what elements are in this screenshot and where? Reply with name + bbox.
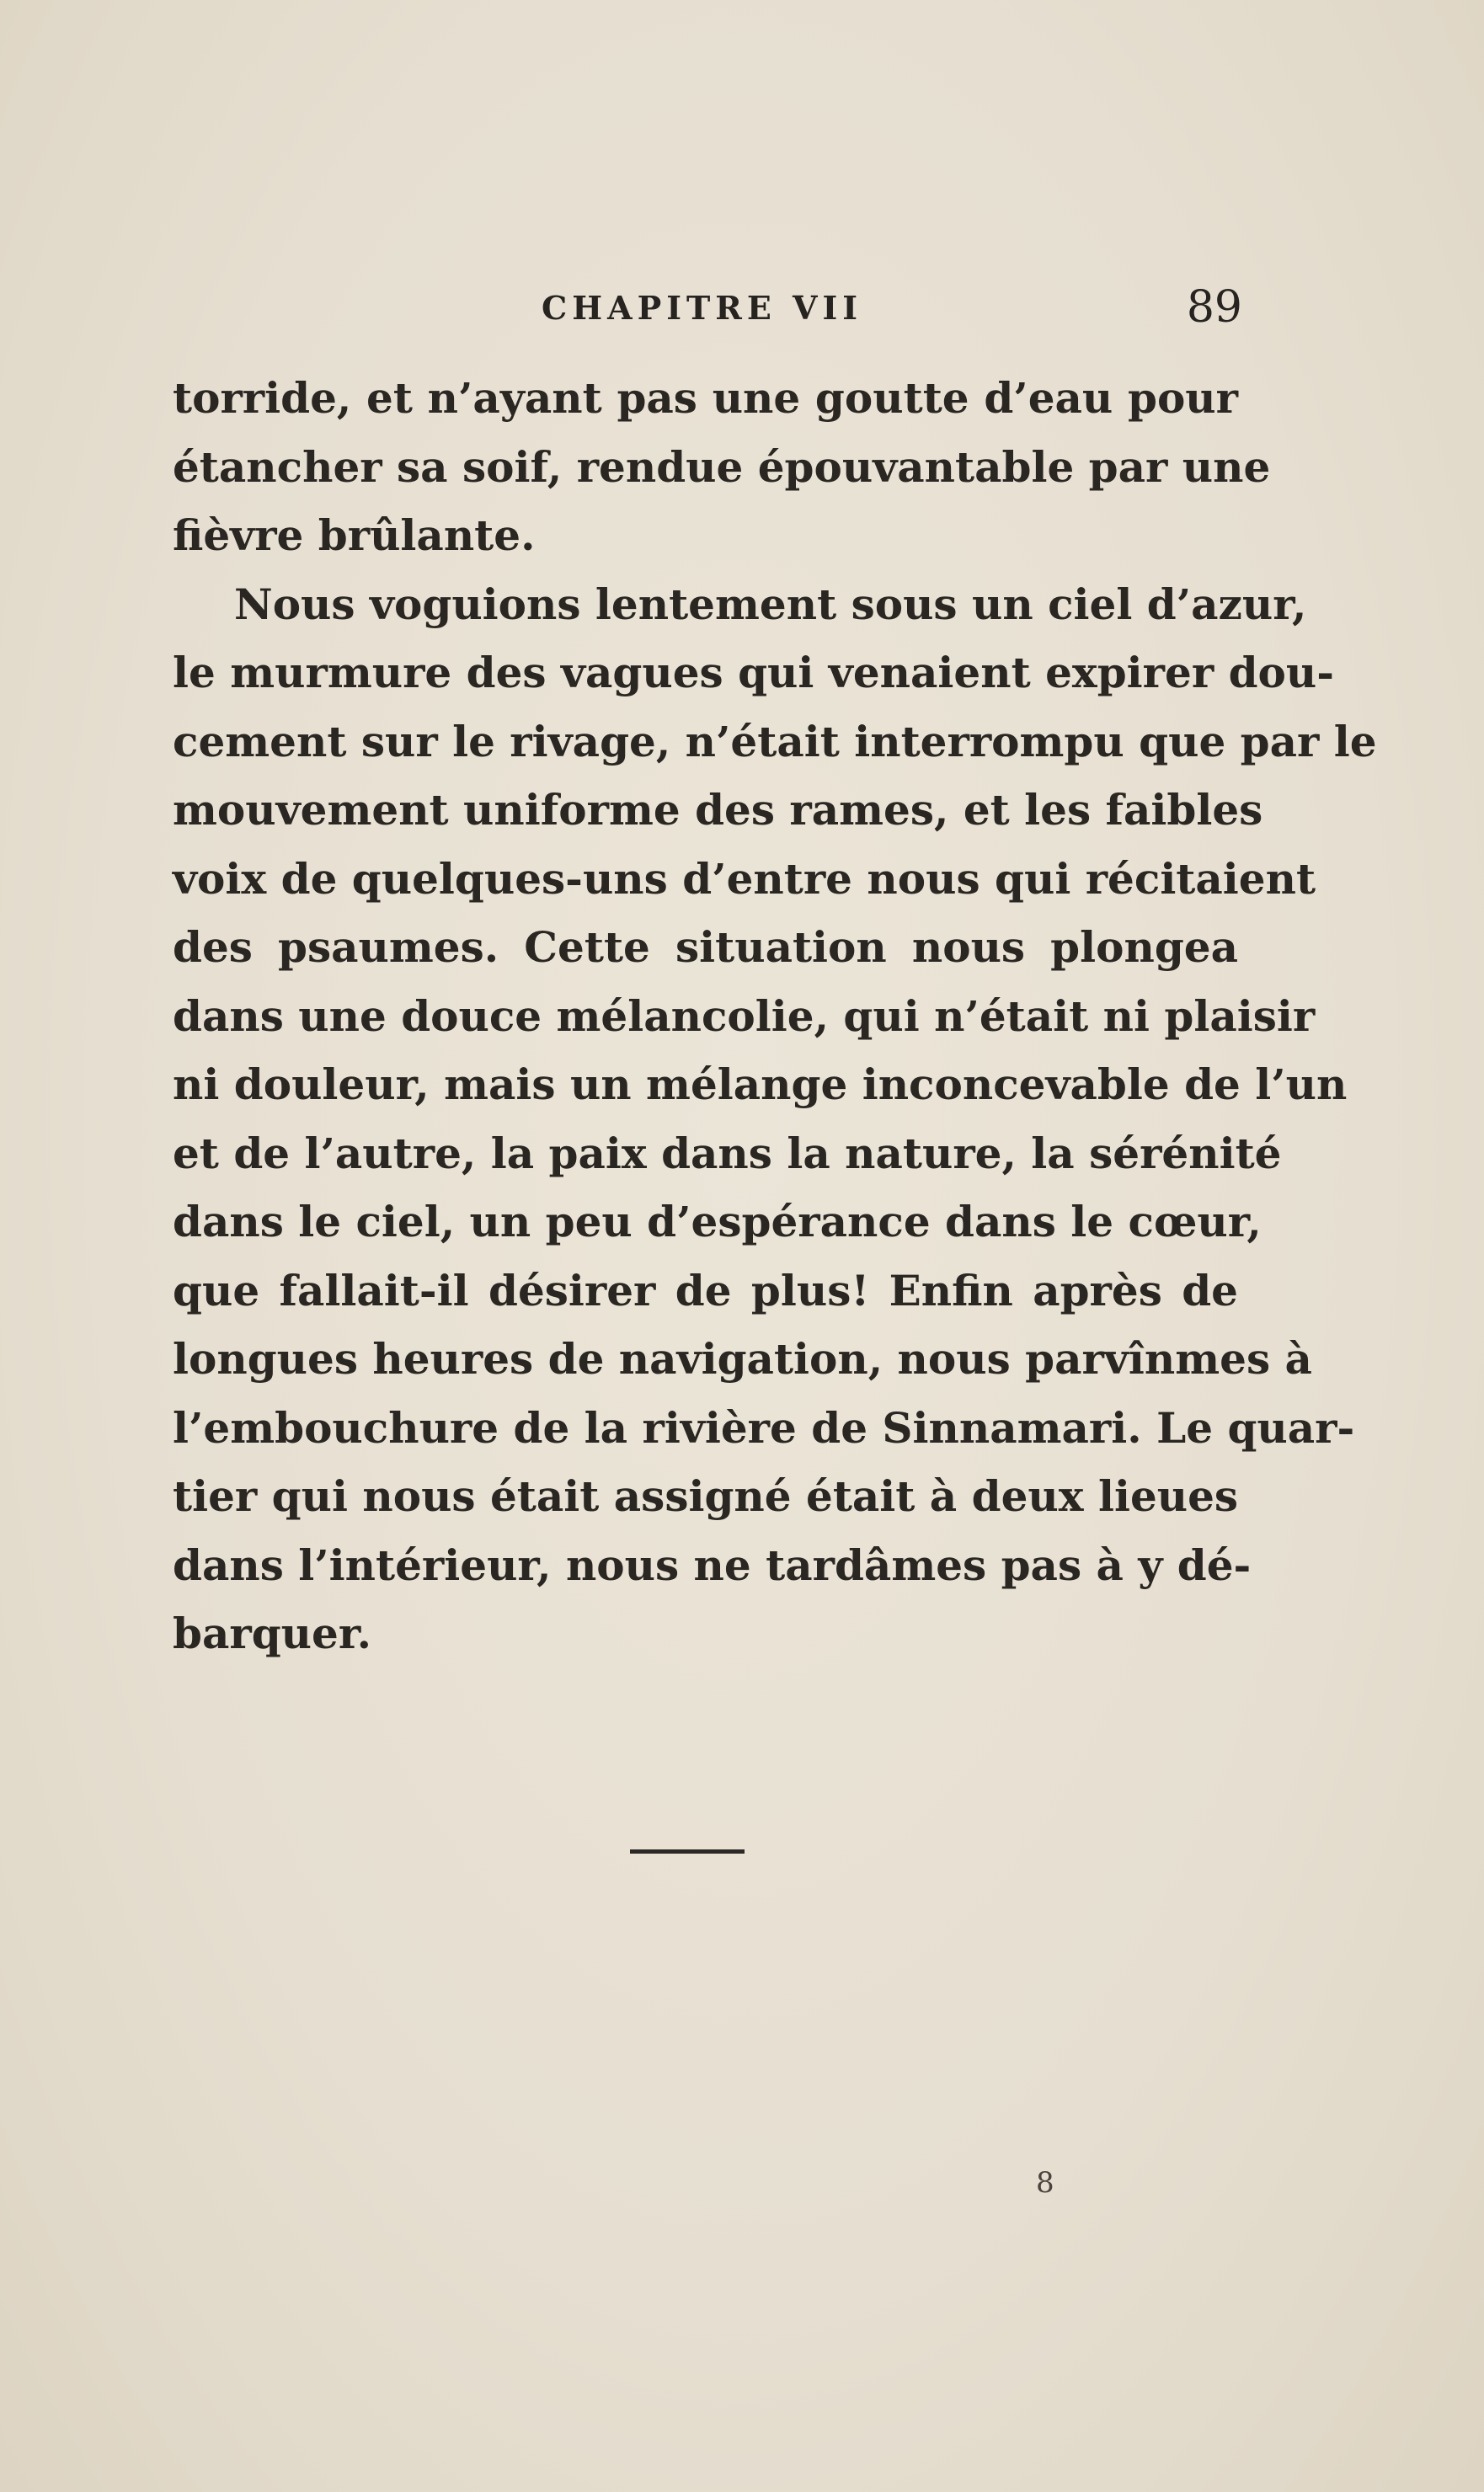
text-line: dans l’intérieur, nous ne tardâmes pas à y dé- bbox=[173, 1539, 1252, 1590]
text-line: longues heures de navigation, nous parvînmes à bbox=[173, 1334, 1312, 1384]
running-header bbox=[173, 282, 1242, 341]
text-line: des psaumes. Cette situation nous plongea bbox=[173, 922, 1238, 972]
text-line: tier qui nous était assigné était à deux lieues bbox=[173, 1471, 1239, 1521]
paragraph-1 bbox=[173, 364, 1271, 570]
section-end-rule bbox=[630, 1849, 745, 1854]
text-line: cement sur le rivage, n’était interrompu que par le bbox=[173, 716, 1377, 766]
text-line: étancher sa soif, rendue épouvantable par une bbox=[173, 441, 1271, 492]
text-line: voix de quelques-uns d’entre nous qui récitaient bbox=[173, 853, 1316, 904]
text-line: dans le ciel, un peu d’espérance dans le cœur, bbox=[173, 1197, 1262, 1246]
text-line: dans une douce mélancolie, qui n’était ni plaisir bbox=[173, 990, 1316, 1041]
text-line: mouvement uniforme des rames, et les faibles bbox=[173, 785, 1263, 835]
body-text bbox=[173, 364, 1377, 1668]
text-line: et de l’autre, la paix dans la nature, la sérénité bbox=[173, 1128, 1282, 1178]
text-line: le murmure des vagues qui venaient expirer dou- bbox=[173, 648, 1334, 697]
text-line: fièvre brûlante. bbox=[173, 510, 536, 560]
text-line: barquer. bbox=[173, 1609, 371, 1658]
text-line: Nous voguions lentement sous un ciel d’azur, bbox=[234, 579, 1307, 629]
page-number: 89 bbox=[1186, 282, 1242, 333]
text-line: l’embouchure de la rivière de Sinnamari. Le quar- bbox=[173, 1402, 1355, 1453]
text-line: ni douleur, mais un mélange inconcevable de l’un bbox=[173, 1059, 1348, 1109]
signature-mark: 8 bbox=[1036, 2166, 1054, 2200]
paragraph-2 bbox=[173, 570, 1377, 1668]
running-title: CHAPITRE VII bbox=[542, 289, 863, 327]
text-line: torride, et n’ayant pas une goutte d’eau pour bbox=[173, 373, 1238, 423]
text-line: que fallait-il désirer de plus! Enfin après de bbox=[173, 1265, 1238, 1315]
